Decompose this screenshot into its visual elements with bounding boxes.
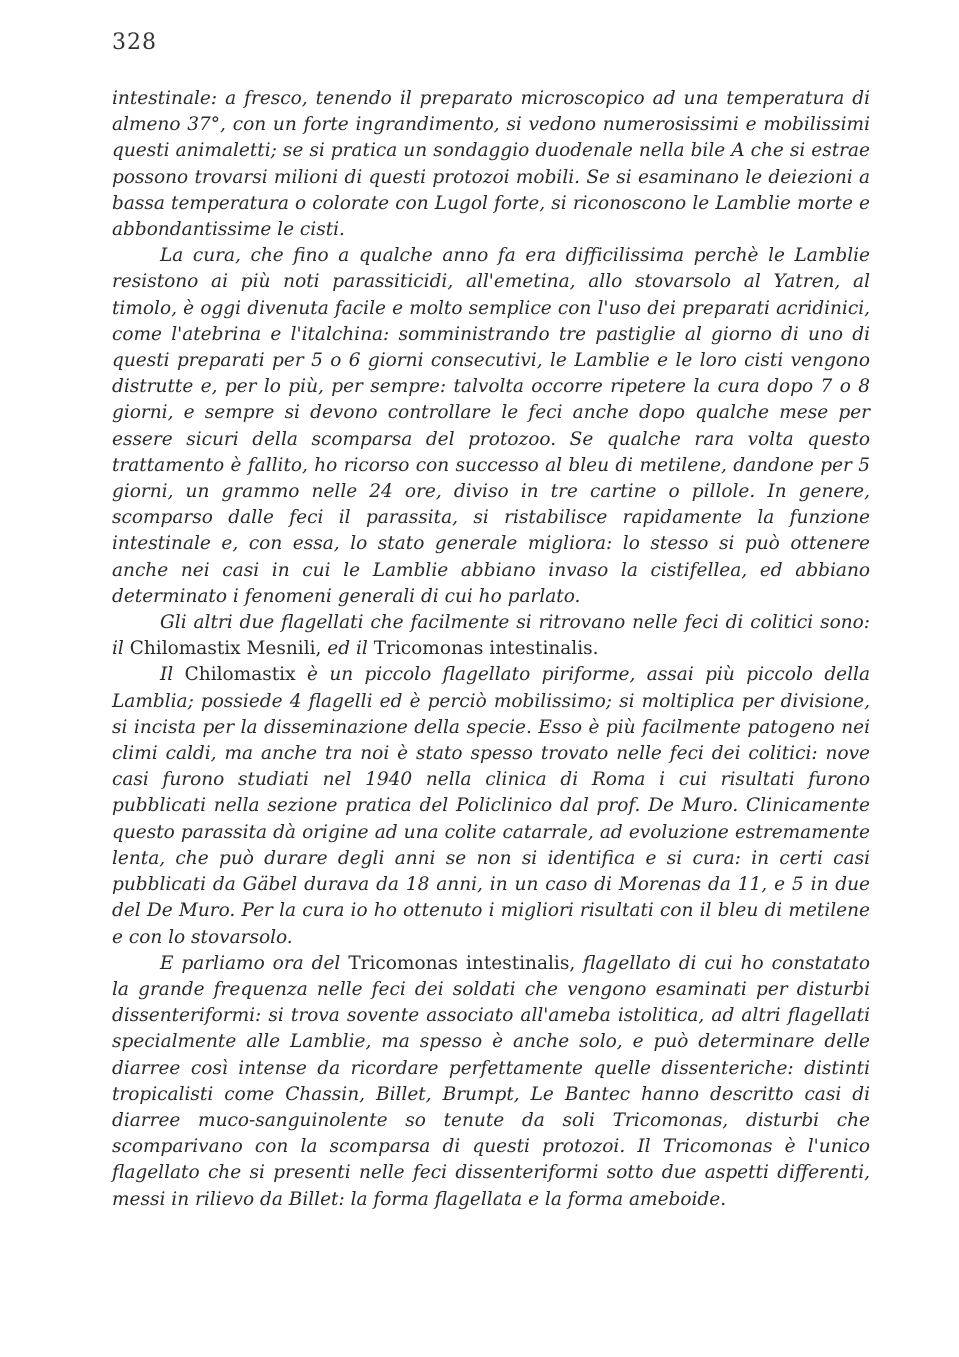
italic-text-run: La cura, che fino a qualche anno fa era difficilissima perchè le Lamblie resistono ai più noti parassiticidi, all'emetina, allo stovarsolo al Yatren, al timolo, è oggi divenuta facile e molto semplice con l'uso dei preparati acridinici, come l'atebrina e l'italchina: somministrando tre pastiglie al giorno di uno di questi preparati per 5 o 6 giorni consecutivi, le Lamblie e le loro cisti vengono distrutte e, per lo più, per sempre: talvolta occorre ripetere la cura dopo 7 o 8 giorni, e sempre si devono controllare le feci anche dopo qualche mese per essere sicuri della scomparsa del protozoo. Se qualche rara volta questo trattamento è fallito, ho ricorso con successo al bleu di metilene, dandone per 5 giorni, un grammo nelle 24 ore, diviso in tre cartine o pillole. In genere, scomparso dalle feci il parassita, si ristabilisce rapidamente la funzione intestinale e, con essa, lo stato generale migliora: lo stesso si può ottenere anche nei casi in cui le Lamblie abbiano invaso la cistifellea, ed abbiano determinato i fenomeni generali di cui ho parlato.: [112, 245, 870, 607]
roman-text-run: Tricomonas intestinalis.: [373, 638, 599, 660]
paragraph: [112, 243, 870, 610]
italic-text-run: ed il: [321, 638, 374, 660]
italic-text-run: flagellato di cui ho constatato la grande frequenza nelle feci dei soldati che vengono esaminati per disturbi dissenteriformi: si trova sovente associato all'ameba istolitica, ad altri flagellati specialmente alle Lamblie, ma spesso è anche solo, e può determinare delle diarree così intense da ricordare perfettamente quelle dissenteriche: distinti tropicalisti come Chassin, Billet, Brumpt, Le Bantec hanno descritto casi di diarree muco-sanguinolente so tenute da soli Tricomonas, disturbi che scomparivano con la scomparsa di questi protozoi. Il Tricomonas è l'unico flagellato che si presenti nelle feci dissenteriformi sotto due aspetti differenti, messi in rilievo da Billet: la forma flagellata e la forma ameboide.: [112, 952, 870, 1210]
paragraph: [112, 610, 870, 662]
roman-text-run: Chilomastix Mesnili,: [129, 638, 322, 660]
paragraph: [112, 951, 870, 1213]
italic-text-run: è un piccolo flagellato piriforme, assai più piccolo della Lamblia; possiede 4 flagelli ed è perciò mobilissimo; si moltiplica per divisione, si incista per la disseminazione della specie. Esso è più facilmente patogeno nei climi caldi, ma anche tra noi è stato spesso trovato nelle feci dei colitici: nove casi furono studiati nel 1940 nella clinica di Roma i cui risultati furono pubblicati nella sezione pratica del Policlinico dal prof. De Muro. Clinicamente questo parassita dà origine ad una colite catarrale, ad evoluzione estremamente lenta, che può durare degli anni se non si identifica e si cura: in certi casi pubblicati da Gäbel durava da 18 anni, in un caso di Morenas da 11, e 5 in due del De Muro. Per la cura io ho ottenuto i migliori risultati con il bleu di metilene e con lo stovarsolo.: [112, 664, 870, 948]
italic-text-run: E parliamo ora del: [160, 952, 349, 974]
roman-text-run: Chilomastix: [184, 664, 296, 686]
paragraph: [112, 86, 870, 243]
roman-text-run: Tricomonas intestinalis,: [348, 952, 576, 974]
italic-text-run: intestinale: a fresco, tenendo il preparato microscopico ad una temperatura di almeno 37°, con un forte ingrandimento, si vedono numerosissimi e mobilissimi questi animaletti; se si pratica un sondaggio duodenale nella bile A che si estrae possono trovarsi milioni di questi protozoi mobili. Se si esaminano le deiezioni a bassa temperatura o colorate con Lugol forte, si riconoscono le Lamblie morte e abbondantissime le cisti.: [112, 88, 870, 241]
italic-text-run: Gli altri due flagellati che facilmente si ritrovano nelle feci di colitici sono: il: [112, 612, 870, 660]
italic-text-run: Il: [160, 664, 185, 686]
page-number: 328: [112, 30, 157, 55]
paragraph: [112, 662, 870, 950]
text-body: [112, 86, 870, 1213]
